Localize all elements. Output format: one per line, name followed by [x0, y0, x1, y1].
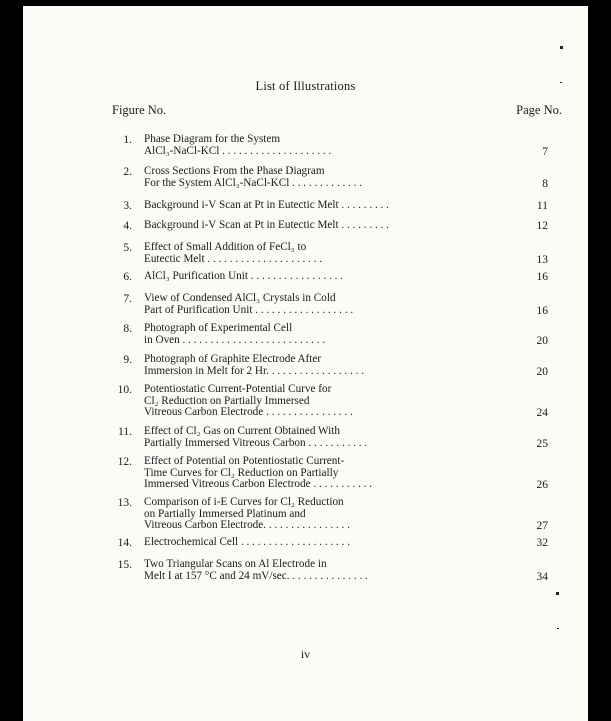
figure-caption: [144, 537, 494, 549]
document-page: [23, 6, 588, 721]
caption-line: Electrochemical Cell . . . . . . . . . . . . . . . . . . . .: [144, 537, 350, 548]
caption-line: Comparison of i-E Curves for Cl₂ Reduction: [144, 497, 344, 508]
caption-line: Vitreous Carbon Electrode . . . . . . . . . . . . . . . .: [144, 407, 353, 418]
figure-page-number: 24: [536, 407, 548, 419]
figure-caption: [144, 497, 494, 532]
figure-page-number: 20: [536, 365, 548, 378]
figure-number: 1.: [123, 134, 132, 146]
caption-line: Effect of Cl₂ Gas on Current Obtained With: [144, 426, 340, 437]
figure-number: 13.: [117, 497, 132, 509]
caption-line: Eutectic Melt . . . . . . . . . . . . . . . . . . . . .: [144, 253, 323, 265]
caption-line: Cl₂ Reduction on Partially Immersed: [144, 395, 310, 407]
figure-page-number: 32: [536, 537, 548, 549]
figure-number: 10.: [117, 384, 132, 396]
caption-line: Cross Sections From the Phase Diagram: [144, 166, 325, 177]
caption-line: Potentiostatic Current-Potential Curve for: [144, 384, 332, 395]
figure-caption: [144, 384, 494, 419]
caption-line: Photograph of Experimental Cell: [144, 323, 293, 334]
figure-number: 14.: [117, 537, 132, 549]
caption-line: Background i-V Scan at Pt in Eutectic Melt . . . . . . . . .: [144, 220, 389, 231]
page-title: List of Illustrations: [255, 79, 356, 93]
figure-page-number: 7: [542, 145, 548, 158]
caption-line: Partially Immersed Vitreous Carbon . . . . . . . . . . .: [144, 437, 368, 449]
figure-caption: [144, 200, 494, 212]
figure-page-number: 26: [536, 479, 548, 491]
caption-line: View of Condensed AlCl₃ Crystals in Cold: [144, 293, 336, 304]
figure-number: 15.: [117, 559, 132, 571]
scan-speck: [556, 592, 559, 595]
scan-speck: [560, 82, 562, 83]
figure-number: 5.: [123, 242, 132, 254]
caption-line: For the System AlCl₃-NaCl-KCl . . . . . . . . . . . . .: [144, 177, 363, 189]
figure-page-number: 16: [536, 304, 548, 317]
figure-number: 9.: [123, 354, 132, 366]
caption-line: Melt I at 157 °C and 24 mV/sec. . . . . . . . . . . . . . .: [144, 570, 368, 582]
figure-number: 6.: [123, 271, 132, 283]
figure-number: 7.: [123, 293, 132, 305]
illustration-list: [23, 6, 588, 721]
caption-line: Time Curves for Cl₂ Reduction on Partially: [144, 467, 339, 479]
figure-caption: [144, 456, 494, 491]
figure-page-number: 13: [536, 253, 548, 266]
caption-line: Immersion in Melt for 2 Hr. . . . . . . . . . . . . . . . . .: [144, 365, 365, 377]
figure-page-number: 11: [536, 200, 548, 212]
figure-number: 11.: [118, 426, 132, 438]
caption-line: Photograph of Graphite Electrode After: [144, 354, 322, 365]
page-number-footer: iv: [300, 647, 311, 661]
caption-line: Immersed Vitreous Carbon Electrode . . . . . . . . . . .: [144, 479, 373, 490]
caption-line: Vitreous Carbon Electrode. . . . . . . . . . . . . . . .: [144, 520, 350, 531]
figure-no-header: Figure No.: [112, 103, 167, 117]
figure-page-number: 20: [536, 334, 548, 347]
figure-page-number: 12: [536, 220, 548, 232]
scan-speck: [560, 46, 563, 49]
caption-line: Effect of Small Addition of FeCl₃ to: [144, 242, 307, 253]
figure-page-number: 27: [536, 520, 548, 532]
caption-line: Phase Diagram for the System: [144, 134, 281, 145]
caption-line: Two Triangular Scans on Al Electrode in: [144, 559, 327, 570]
figure-number: 3.: [123, 200, 132, 212]
figure-caption: [144, 323, 494, 346]
caption-line: AlCl₃-NaCl-KCl . . . . . . . . . . . . . . . . . . . .: [144, 145, 332, 157]
caption-line: on Partially Immersed Platinum and: [144, 508, 306, 520]
figure-page-number: 34: [536, 570, 548, 583]
figure-page-number: 8: [542, 177, 548, 190]
figure-number: 8.: [123, 323, 132, 335]
figure-caption: [144, 166, 494, 189]
figure-caption: [144, 271, 494, 283]
caption-line: AlCl₃ Purification Unit . . . . . . . . . . . . . . . . .: [144, 271, 344, 282]
caption-line: Background i-V Scan at Pt in Eutectic Melt . . . . . . . . .: [144, 200, 389, 211]
figure-page-number: 25: [536, 437, 548, 450]
caption-line: Part of Purification Unit . . . . . . . . . . . . . . . . . .: [144, 304, 354, 316]
figure-caption: [144, 354, 494, 377]
scan-speck: [557, 628, 559, 629]
caption-line: Effect of Potential on Potentiostatic Current-: [144, 456, 345, 467]
figure-number: 4.: [123, 220, 132, 232]
figure-caption: [144, 242, 494, 265]
figure-caption: [144, 426, 494, 449]
figure-caption: [144, 134, 494, 157]
figure-caption: [144, 293, 494, 316]
caption-line: in Oven . . . . . . . . . . . . . . . . . . . . . . . . . .: [144, 334, 326, 346]
page-no-header: Page No.: [516, 103, 562, 117]
figure-page-number: 16: [536, 271, 548, 283]
figure-caption: [144, 559, 494, 582]
figure-number: 2.: [123, 166, 132, 178]
figure-caption: [144, 220, 494, 232]
figure-number: 12.: [117, 456, 132, 468]
